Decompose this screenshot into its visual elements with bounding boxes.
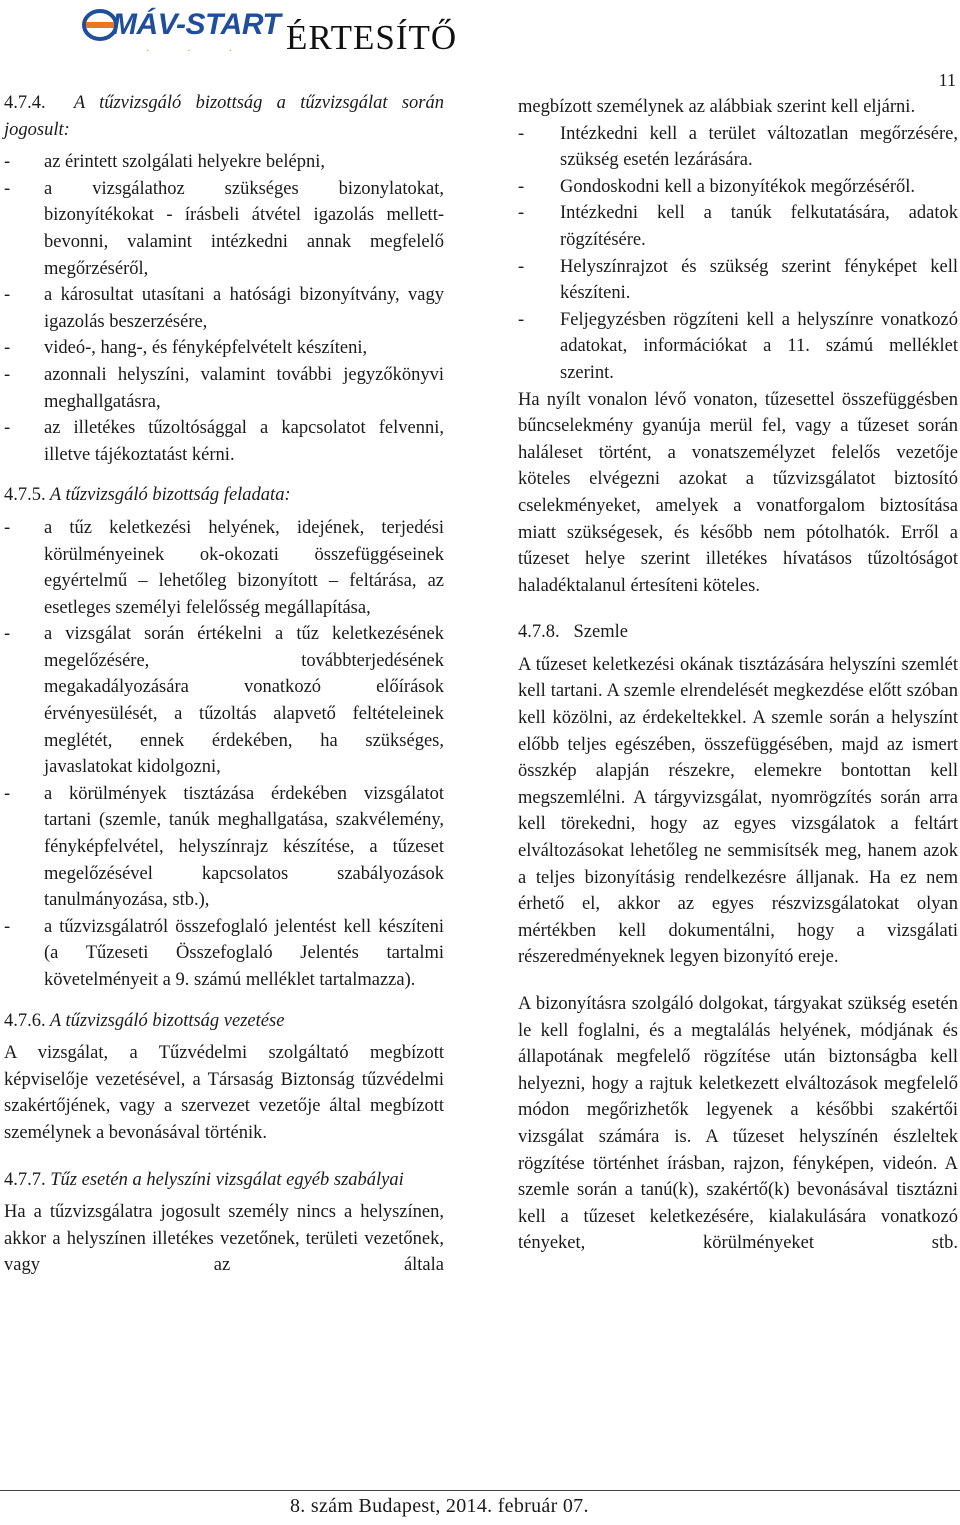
list-item: - Helyszínrajzot és szükség szerint fényképet kell készíteni. (518, 256, 958, 304)
list-item: - a körülmények tisztázása érdekében vizsgálatot tartani (szemle, tanúk meghallgatása, szakvélemény, fényképfelvétel, helyszínrajz készítése, a tűzeset megelőzésével kapcsolatos szabályozások tanulmányozása, stb.), (4, 783, 444, 911)
section-4-7-6-heading: 4.7.6. A tűzvizsgáló bizottság vezetése (4, 1010, 285, 1031)
list-item: - videó-, hang-, és fényképfelvételt készíteni, (4, 338, 368, 359)
list-item: - a tűzvizsgálatról összefoglaló jelentést kell készíteni (a Tűzeseti Összefoglaló Jelentés tartalmi követelményeit a 9. számú melléklet tartalmazza). (4, 916, 444, 990)
list-item: - a vizsgálathoz szükséges bizonylatokat, bizonyítékokat - írásbeli átvétel igazolás mellett- bevonni, valamint intézkedni annak megfelelő megőrzéséről, (4, 178, 444, 279)
header-title: ÉRTESÍTŐ (286, 18, 458, 57)
section-4-7-8-heading: 4.7.8. Szemle (518, 622, 628, 643)
open-line-paragraph: Ha nyílt vonalon lévő vonaton, tűzesettel összefüggésben bűncselekmény gyanúja merül fel, vagy a tűzeset során haláleset történt, a vonatszemélyzet felelős vezetője köteles elvégezni azokat a tűzvizsgálatot biztosító cselekményeket, amelyek a vonatforgalom biztosítása miatt szükségesek, és később nem pótolhatók. Erről a tűzeset helye szerint illetékes hívatásos tűzoltóságot haladéktalanul értesíteni köteles. (518, 389, 958, 596)
section-4-7-7-heading: 4.7.7. Tűz esetén a helyszíni vizsgálat egyéb szabályai (4, 1169, 404, 1190)
list-item: - Intézkedni kell a tanúk felkutatására, adatok rögzítésére. (518, 203, 958, 250)
section-4-7-4-heading: 4.7.4. A tűzvizsgáló bizottság a tűzvizsgálat során jogosult: (4, 93, 444, 140)
logo-dots: ··· (146, 46, 270, 57)
section-4-7-5-list (4, 515, 444, 994)
logo-text: MÁV-START (112, 8, 281, 41)
page-number: 11 (938, 70, 956, 90)
list-item: - az illetékes tűzoltósággal a kapcsolatot felvenni, illetve tájékoztatást kérni. (4, 418, 444, 465)
list-item: - az érintett szolgálati helyekre belépni, (4, 152, 325, 173)
header-logo (82, 4, 282, 56)
section-4-7-4-list (4, 149, 444, 468)
evidence-paragraph: A bizonyításra szolgáló dolgokat, tárgyakat szükség esetén le kell foglalni, és a megtalálás helyének, módjának és állapotának megfelelő rögzítése után biztonságba kell helyezni, hogy a rajtuk keletkezett elváltozások megfelelő módon megőrizhetők legyenek a későbbi szakértői vizsgálat számára is. A tűzeset helyszínén észleltek rögzítése történhet írásban, rajzon, fényképen, videón. A szemle során a tanú(k), szakértő(k) bevonásával tisztázni kell a tűzeset keletkezésére, kialakulására vonatkozó tényeket, körülményeket stb. (518, 994, 958, 1254)
page-footer (0, 1490, 960, 1525)
procedure-list (518, 121, 958, 387)
list-item: - Feljegyzésben rögzíteni kell a helyszínre vonatkozó adatokat, információkat a 11. számú melléklet szerint. (518, 309, 958, 383)
list-item: - Intézkedni kell a terület változatlan megőrzésére, szükség esetén lezárására. (518, 123, 958, 171)
right-column (518, 94, 958, 1257)
list-item: - a tűz keletkezési helyének, idejének, terjedési körülményeinek ok-okozati összefüggéseinek egyértelmű – lehetőleg bizonyított – feltárása, az esetleges személyi felelősség megállapítása, (4, 517, 444, 618)
list-item: - azonnali helyszíni, valamint további jegyzőkönyvi meghallgatásra, (4, 364, 444, 412)
footer-text: 8. szám Budapest, 2014. február 07. (290, 1495, 589, 1517)
section-4-7-5-heading: 4.7.5. A tűzvizsgáló bizottság feladata: (4, 485, 291, 506)
left-column (4, 90, 444, 1279)
list-item: - Gondoskodni kell a bizonyítékok megőrzéséről. (518, 176, 916, 197)
inspection-paragraph: A tűzeset keletkezési okának tisztázására helyszíni szemlét kell tartani. A szemle elrendelését megkezdése előtt szóban kell közölni, az érdekeltekkel. A szemle során a helyszínt előbb teljes egészében, összefüggésében, majd az ismert összkép alapján részekre, elemekre bontottan kell megszemlélni. A tárgyvizsgálat, nyomrögzítés során arra kell törekedni, hogy az egyes vizsgálatok a feltárt elváltozásokat lehetőleg ne semmisítsék meg, hanem azok a teljes bizonyításig rendelkezésre álljanak. Ha ez nem érhető el, akkor az egyes részvizsgálatokat olyan mértékben kell dokumentálni, hogy a vizsgálati részeredményeknek legyen bizonyító ereje. (518, 654, 958, 968)
continuation-text: megbízott személynek az alábbiak szerint kell eljárni. (518, 97, 916, 117)
section-4-7-7-text: Ha a tűzvizsgálatra jogosult személy nincs a helyszínen, akkor a helyszínen illetékes vezetőnek, területi vezetőnek, vagy az általa (4, 1202, 444, 1276)
list-item: - a vizsgálat során értékelni a tűz keletkezésének megelőzésére, továbbterjedésének megakadályozására vonatkozó előírások érvényesülését, a tűzoltás alapvető feltételeinek meglétét, ennek érdekében, ha szükséges, javaslatokat kidolgozni, (4, 624, 444, 778)
section-4-7-6-text: A vizsgálat, a Tűzvédelmi szolgáltató megbízott képviselője vezetésével, a Társaság Biztonság tűzvédelmi szakértőjének, vagy a szervezet vezetője által megbízott személynek a bevonásával történik. (4, 1043, 444, 1143)
list-item: - a károsultat utasítani a hatósági bizonyítvány, vagy igazolás beszerzésére, (4, 285, 444, 332)
